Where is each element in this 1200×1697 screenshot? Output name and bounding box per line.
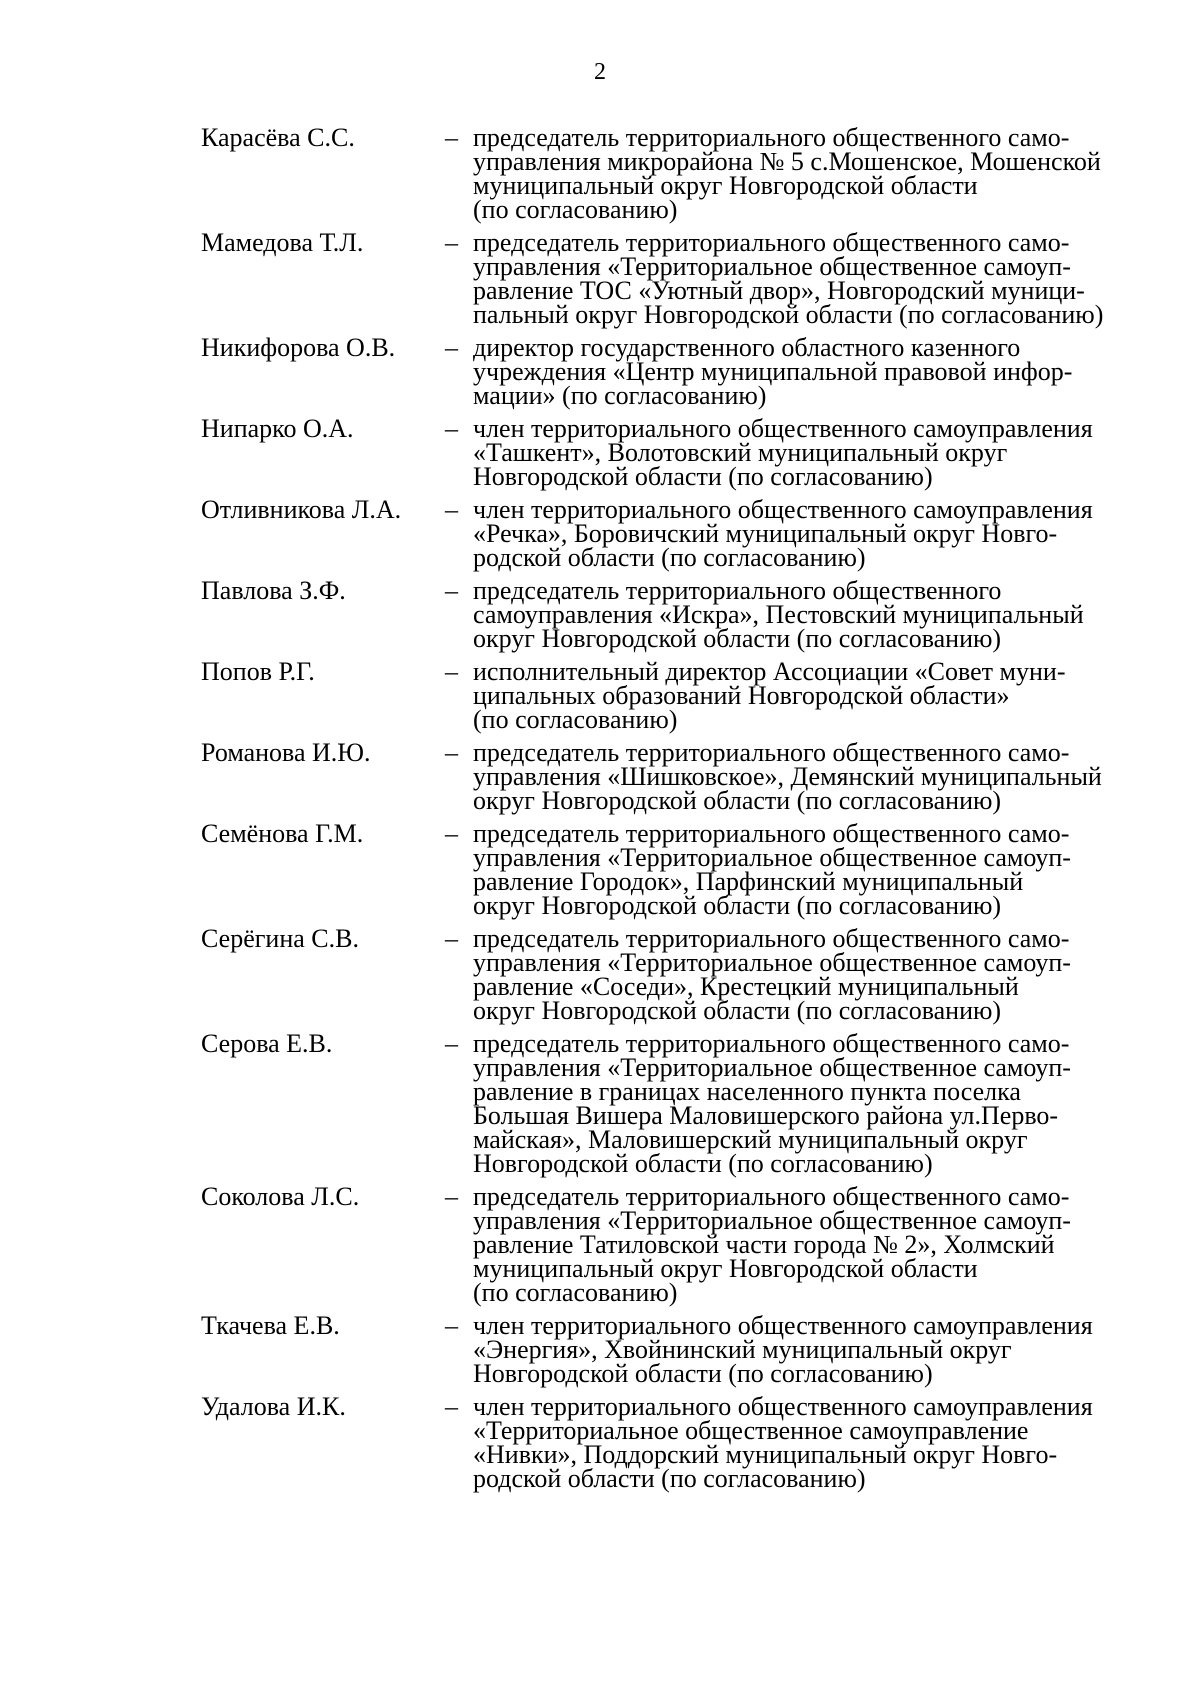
member-row <box>201 819 1141 920</box>
member-description <box>473 333 1141 410</box>
member-row <box>201 657 1141 734</box>
member-description-line: майская», Маловишерский муниципальный округ <box>473 1125 1028 1154</box>
member-row <box>201 576 1141 653</box>
member-description-line: (по согласованию) <box>473 195 678 224</box>
member-description-line: управления «Территориальное общественное самоуп- <box>473 843 1071 872</box>
member-description-line: «Нивки», Поддорский муниципальный округ Новго- <box>473 1440 1058 1469</box>
member-description-line: ципальных образований Новгородской области» <box>473 681 1010 710</box>
member-description <box>473 123 1141 224</box>
member-description-line: родской области (по согласованию) <box>473 1464 866 1493</box>
member-description-line: равление Городок», Парфинский муниципальный <box>473 867 1024 896</box>
member-description-line: исполнительный директор Ассоциации «Совет муни- <box>473 657 1066 686</box>
member-description <box>473 1392 1141 1493</box>
member-description-line: самоуправления «Искра», Пестовский муниципальный <box>473 600 1084 629</box>
member-dash: – <box>445 414 458 443</box>
member-row <box>201 333 1141 410</box>
member-row <box>201 228 1141 329</box>
member-dash: – <box>445 819 458 848</box>
member-description-line: управления «Шишковское», Демянский муниципальный <box>473 762 1102 791</box>
member-row <box>201 414 1141 491</box>
member-description-line: округ Новгородской области (по согласованию) <box>473 996 1002 1025</box>
member-name: Мамедова Т.Л. <box>201 228 364 257</box>
member-dash: – <box>445 738 458 767</box>
member-description-line: председатель территориального общественного само- <box>473 738 1070 767</box>
member-description-line: управления «Территориальное общественное самоуп- <box>473 252 1071 281</box>
member-name: Романова И.Ю. <box>201 738 371 767</box>
member-description-line: член территориального общественного самоуправления <box>473 495 1093 524</box>
member-dash: – <box>445 924 458 953</box>
member-name: Удалова И.К. <box>201 1392 346 1421</box>
member-description-line: мации» (по согласованию) <box>473 381 767 410</box>
member-row <box>201 1392 1141 1493</box>
member-name: Соколова Л.С. <box>201 1182 360 1211</box>
member-name: Попов Р.Г. <box>201 657 315 686</box>
member-description-line: муниципальный округ Новгородской области <box>473 171 978 200</box>
member-dash: – <box>445 1182 458 1211</box>
member-description-line: Новгородской области (по согласованию) <box>473 1149 933 1178</box>
member-description-line: председатель территориального общественного <box>473 576 1002 605</box>
member-description-line: округ Новгородской области (по согласованию) <box>473 891 1002 920</box>
member-description-line: учреждения «Центр муниципальной правовой инфор- <box>473 357 1073 386</box>
member-description-line: равление Татиловской части города № 2», Холмский <box>473 1230 1055 1259</box>
member-description-line: (по согласованию) <box>473 1278 678 1307</box>
member-dash: – <box>445 123 458 152</box>
member-description-line: управления «Территориальное общественное самоуп- <box>473 1206 1071 1235</box>
member-description-line: «Энергия», Хвойнинский муниципальный округ <box>473 1335 1012 1364</box>
member-description <box>473 228 1141 329</box>
member-description <box>473 1029 1141 1178</box>
member-name: Павлова З.Ф. <box>201 576 346 605</box>
member-row <box>201 924 1141 1025</box>
member-row <box>201 1029 1141 1178</box>
member-description <box>473 738 1141 815</box>
member-name: Нипарко О.А. <box>201 414 354 443</box>
member-description <box>473 576 1141 653</box>
member-description-line: председатель территориального общественного само- <box>473 123 1070 152</box>
member-description-line: «Ташкент», Волотовский муниципальный округ <box>473 438 1008 467</box>
member-dash: – <box>445 657 458 686</box>
member-name: Серова Е.В. <box>201 1029 333 1058</box>
member-row <box>201 495 1141 572</box>
member-description-line: председатель территориального общественного само- <box>473 819 1070 848</box>
member-description-line: председатель территориального общественного само- <box>473 1182 1070 1211</box>
member-description-line: председатель территориального общественного само- <box>473 924 1070 953</box>
member-description-line: пальный округ Новгородской области (по согласованию) <box>473 300 1104 329</box>
member-dash: – <box>445 333 458 362</box>
page-number: 2 <box>594 59 606 85</box>
member-description-line: член территориального общественного самоуправления <box>473 1392 1093 1421</box>
member-dash: – <box>445 1392 458 1421</box>
member-description-line: муниципальный округ Новгородской области <box>473 1254 978 1283</box>
member-description <box>473 657 1141 734</box>
member-description-line: родской области (по согласованию) <box>473 543 866 572</box>
member-name: Карасёва С.С. <box>201 123 355 152</box>
member-description-line: равление «Соседи», Крестецкий муниципальный <box>473 972 1019 1001</box>
member-name: Никифорова О.В. <box>201 333 396 362</box>
member-description-line: равление в границах населенного пункта поселка <box>473 1077 1021 1106</box>
member-description <box>473 414 1141 491</box>
member-description-line: член территориального общественного самоуправления <box>473 1311 1093 1340</box>
member-description-line: управления «Территориальное общественное самоуп- <box>473 948 1071 977</box>
member-description-line: (по согласованию) <box>473 705 678 734</box>
member-row <box>201 1182 1141 1307</box>
member-row <box>201 1311 1141 1388</box>
member-description-line: председатель территориального общественного само- <box>473 228 1070 257</box>
member-name: Ткачева Е.В. <box>201 1311 340 1340</box>
member-description-line: управления микрорайона № 5 с.Мошенское, Мошенской <box>473 147 1101 176</box>
member-name: Семёнова Г.М. <box>201 819 364 848</box>
member-description-line: Новгородской области (по согласованию) <box>473 1359 933 1388</box>
member-description-line: округ Новгородской области (по согласованию) <box>473 786 1002 815</box>
member-description-line: Большая Вишера Маловишерского района ул.Перво- <box>473 1101 1059 1130</box>
member-description-line: член территориального общественного самоуправления <box>473 414 1093 443</box>
member-description-line: «Территориальное общественное самоуправление <box>473 1416 1029 1445</box>
member-name: Серёгина С.В. <box>201 924 359 953</box>
member-description <box>473 495 1141 572</box>
member-description-line: директор государственного областного казенного <box>473 333 1021 362</box>
member-dash: – <box>445 228 458 257</box>
member-list <box>201 123 1141 1500</box>
member-description-line: «Речка», Боровичский муниципальный округ Новго- <box>473 519 1058 548</box>
member-description <box>473 1182 1141 1307</box>
member-description-line: управления «Территориальное общественное самоуп- <box>473 1053 1071 1082</box>
member-dash: – <box>445 1311 458 1340</box>
member-description-line: Новгородской области (по согласованию) <box>473 462 933 491</box>
member-row <box>201 123 1141 224</box>
member-row <box>201 738 1141 815</box>
member-dash: – <box>445 576 458 605</box>
member-description <box>473 819 1141 920</box>
member-description-line: председатель территориального общественного само- <box>473 1029 1070 1058</box>
member-description <box>473 1311 1141 1388</box>
member-description <box>473 924 1141 1025</box>
member-description-line: округ Новгородской области (по согласованию) <box>473 624 1002 653</box>
member-description-line: равление ТОС «Уютный двор», Новгородский муници- <box>473 276 1085 305</box>
member-name: Отливникова Л.А. <box>201 495 402 524</box>
member-dash: – <box>445 495 458 524</box>
member-dash: – <box>445 1029 458 1058</box>
